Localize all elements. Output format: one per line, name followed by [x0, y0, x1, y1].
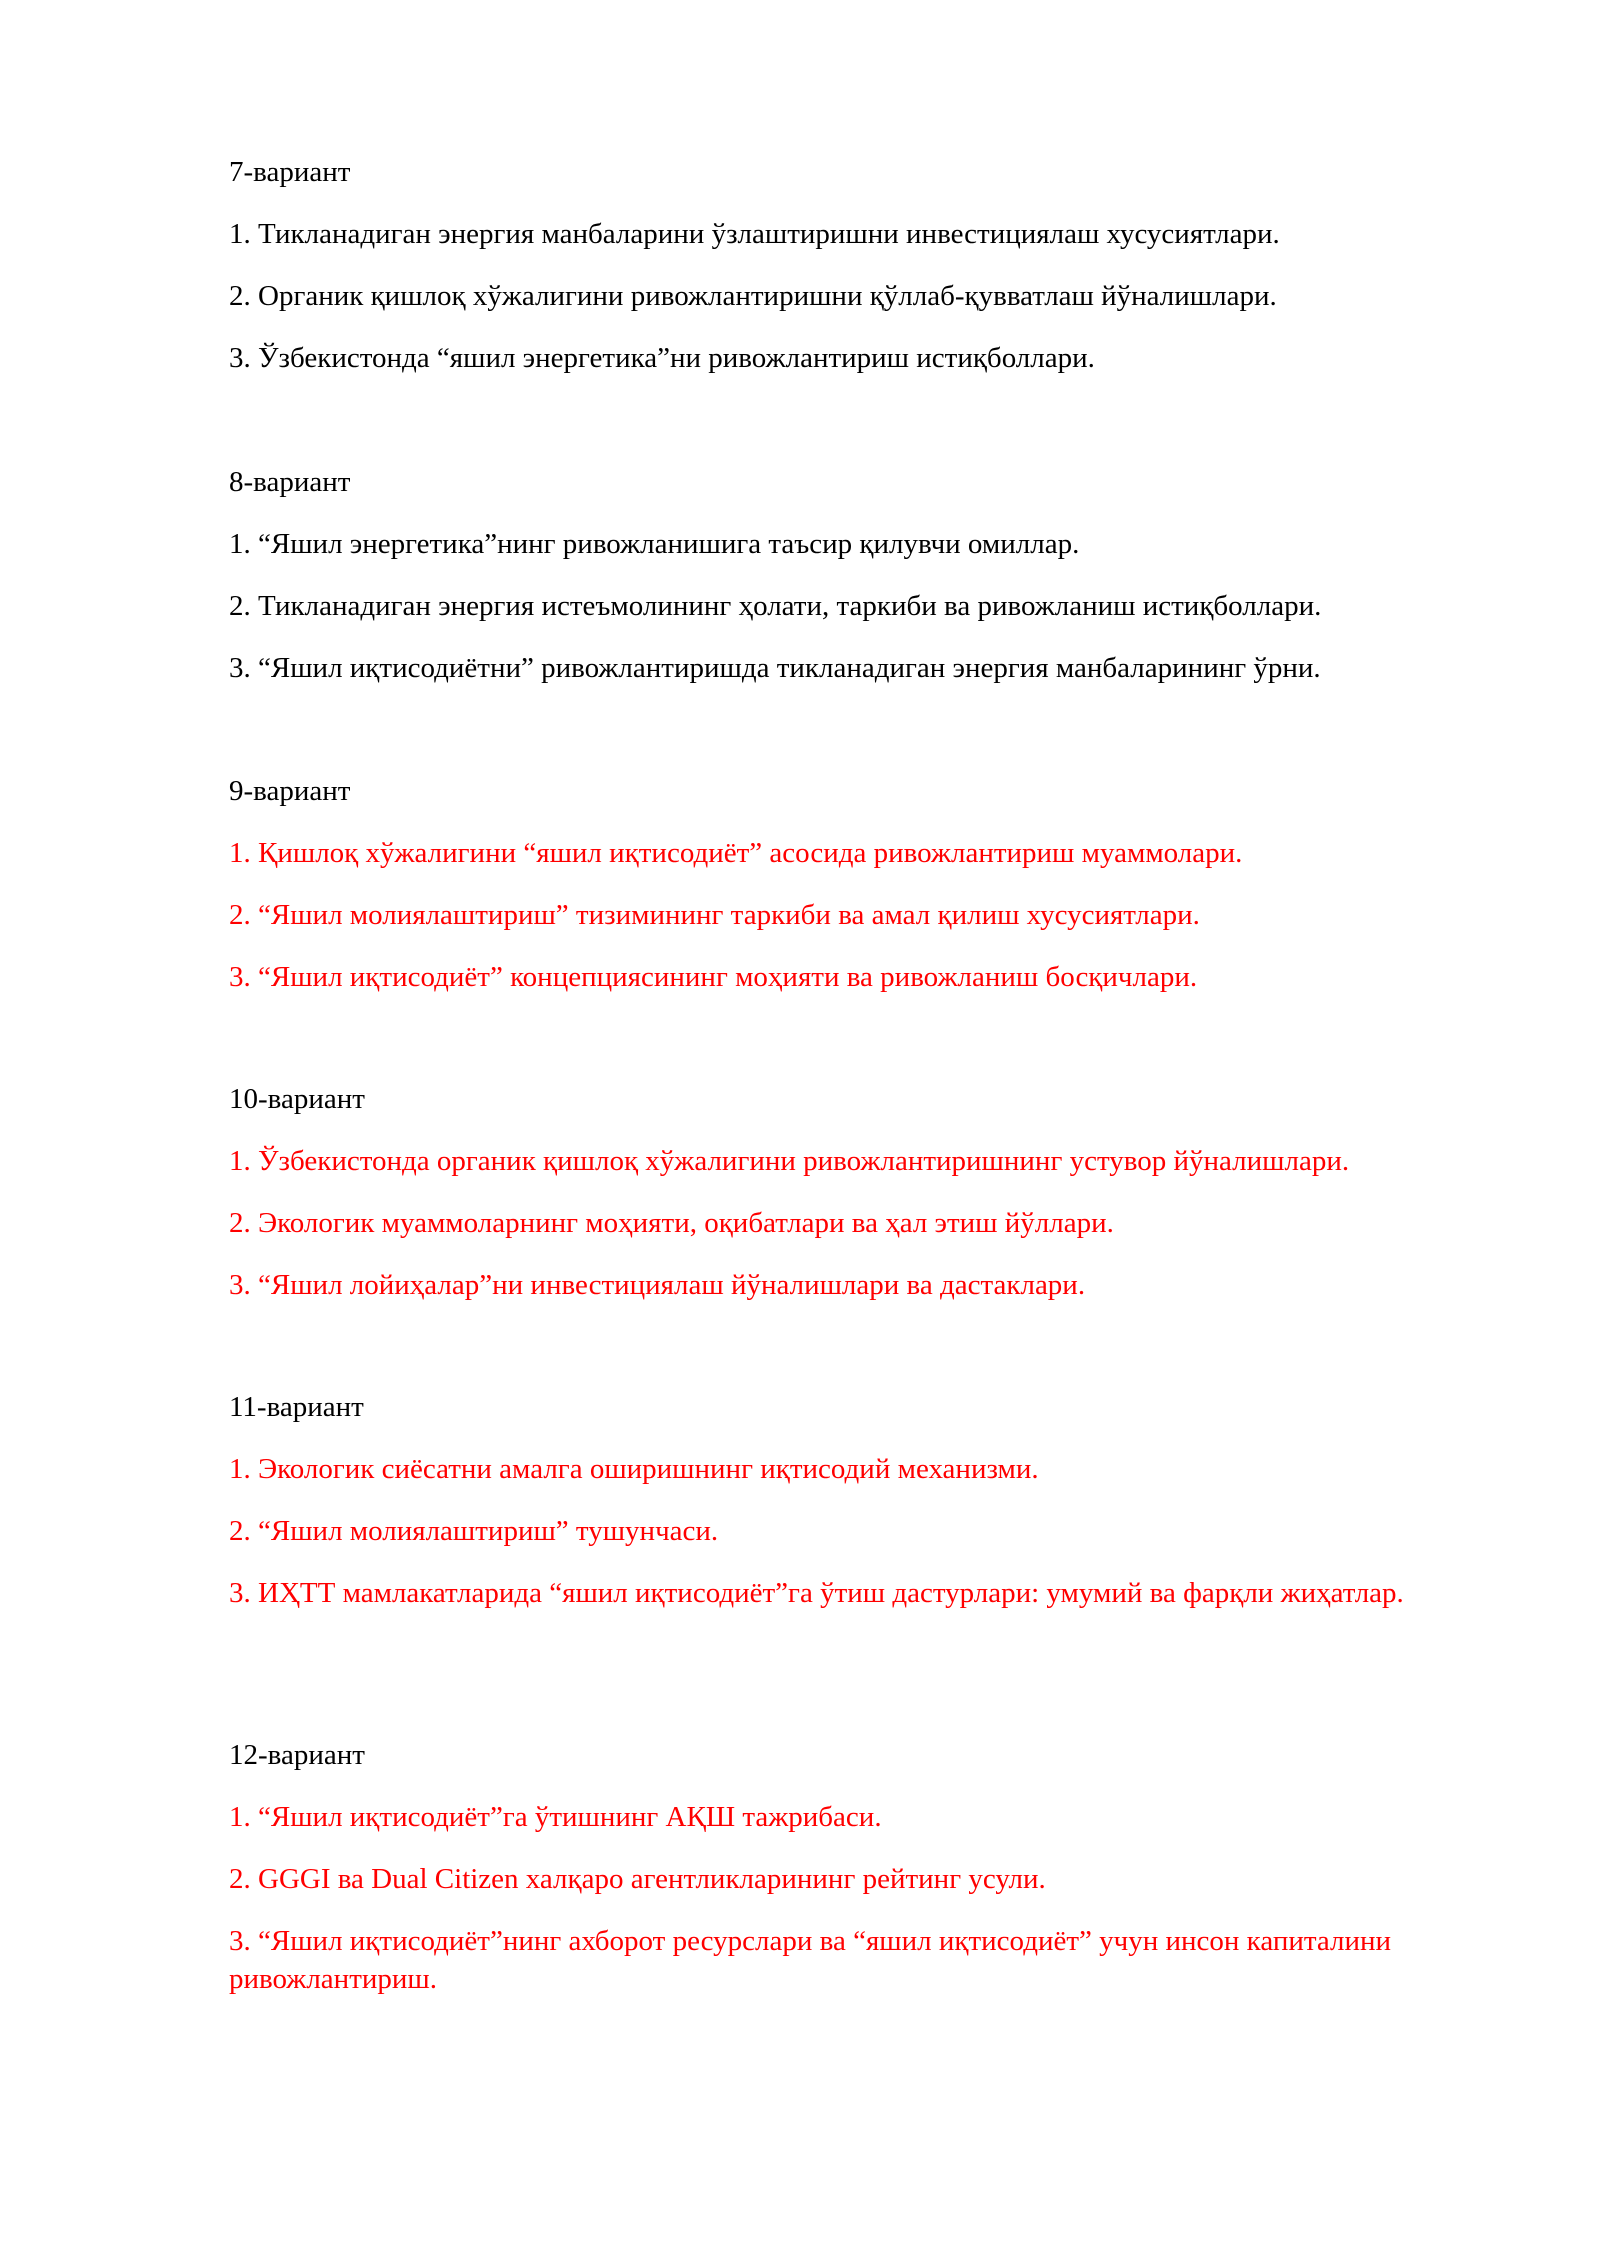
variant-item: 3. “Яшил иқтисодиётни” ривожлантиришда тикланадиган энергия манбаларининг ўрни. [229, 652, 1321, 684]
variant-heading: 11-вариант [229, 1391, 364, 1423]
variant-heading: 9-вариант [229, 775, 351, 807]
variant-item: 1. “Яшил энергетика”нинг ривожланишига таъсир қилувчи омиллар. [229, 528, 1080, 560]
variant-item: 2. Экологик муаммоларнинг моҳияти, оқибатлари ва ҳал этиш йўллари. [229, 1207, 1114, 1239]
variant-item: 3. ИҲТТ мамлакатларида “яшил иқтисодиёт”га ўтиш дастурлари: умумий ва фарқли жиҳатлар. [229, 1577, 1404, 1609]
variant-item: 1. Қишлоқ хўжалигини “яшил иқтисодиёт” асосида ривожлантириш муаммолари. [229, 837, 1243, 869]
variant-item: 3. “Яшил лойиҳалар”ни инвестициялаш йўналишлари ва дастаклари. [229, 1269, 1086, 1301]
variant-item: 1. Тикланадиган энергия манбаларини ўзлаштиришни инвестициялаш хусусиятлари. [229, 218, 1280, 250]
variant-item: 1. “Яшил иқтисодиёт”га ўтишнинг АҚШ тажрибаси. [229, 1801, 882, 1833]
variant-item: 2. Органик қишлоқ хўжалигини ривожлантиришни қўллаб-қувватлаш йўналишлари. [229, 280, 1277, 312]
variant-heading: 8-вариант [229, 466, 351, 498]
variant-item: 3. Ўзбекистонда “яшил энергетика”ни ривожлантириш истиқболлари. [229, 342, 1095, 374]
variant-item: 2. “Яшил молиялаштириш” тушунчаси. [229, 1515, 719, 1547]
variant-9-section [229, 772, 1529, 996]
variant-7-section [229, 153, 1529, 377]
variant-heading: 12-вариант [229, 1739, 365, 1771]
variant-heading: 10-вариант [229, 1083, 365, 1115]
variant-item: 3. “Яшил иқтисодиёт”нинг ахборот ресурслари ва “яшил иқтисодиёт” учун инсон капиталини ривожлантириш. [229, 1925, 1392, 1995]
variant-heading: 7-вариант [229, 156, 351, 188]
variant-item: 3. “Яшил иқтисодиёт” концепциясининг моҳияти ва ривожланиш босқичлари. [229, 961, 1198, 993]
variant-item: 2. “Яшил молиялаштириш” тизимининг таркиби ва амал қилиш хусусиятлари. [229, 899, 1200, 931]
variant-item: 2. GGGI ва Dual Citizen халқаро агентликларининг рейтинг усули. [229, 1863, 1046, 1895]
variant-item: 1. Экологик сиёсатни амалга оширишнинг иқтисодий механизми. [229, 1453, 1039, 1485]
variant-item: 1. Ўзбекистонда органик қишлоқ хўжалигини ривожлантиришнинг устувор йўналишлари. [229, 1145, 1350, 1177]
variant-11-section [229, 1388, 1529, 1612]
variant-item: 2. Тикланадиган энергия истеъмолининг ҳолати, таркиби ва ривожланиш истиқболлари. [229, 590, 1322, 622]
variant-10-section [229, 1080, 1529, 1304]
variant-12-section [229, 1736, 1529, 1998]
variant-8-section [229, 463, 1529, 687]
